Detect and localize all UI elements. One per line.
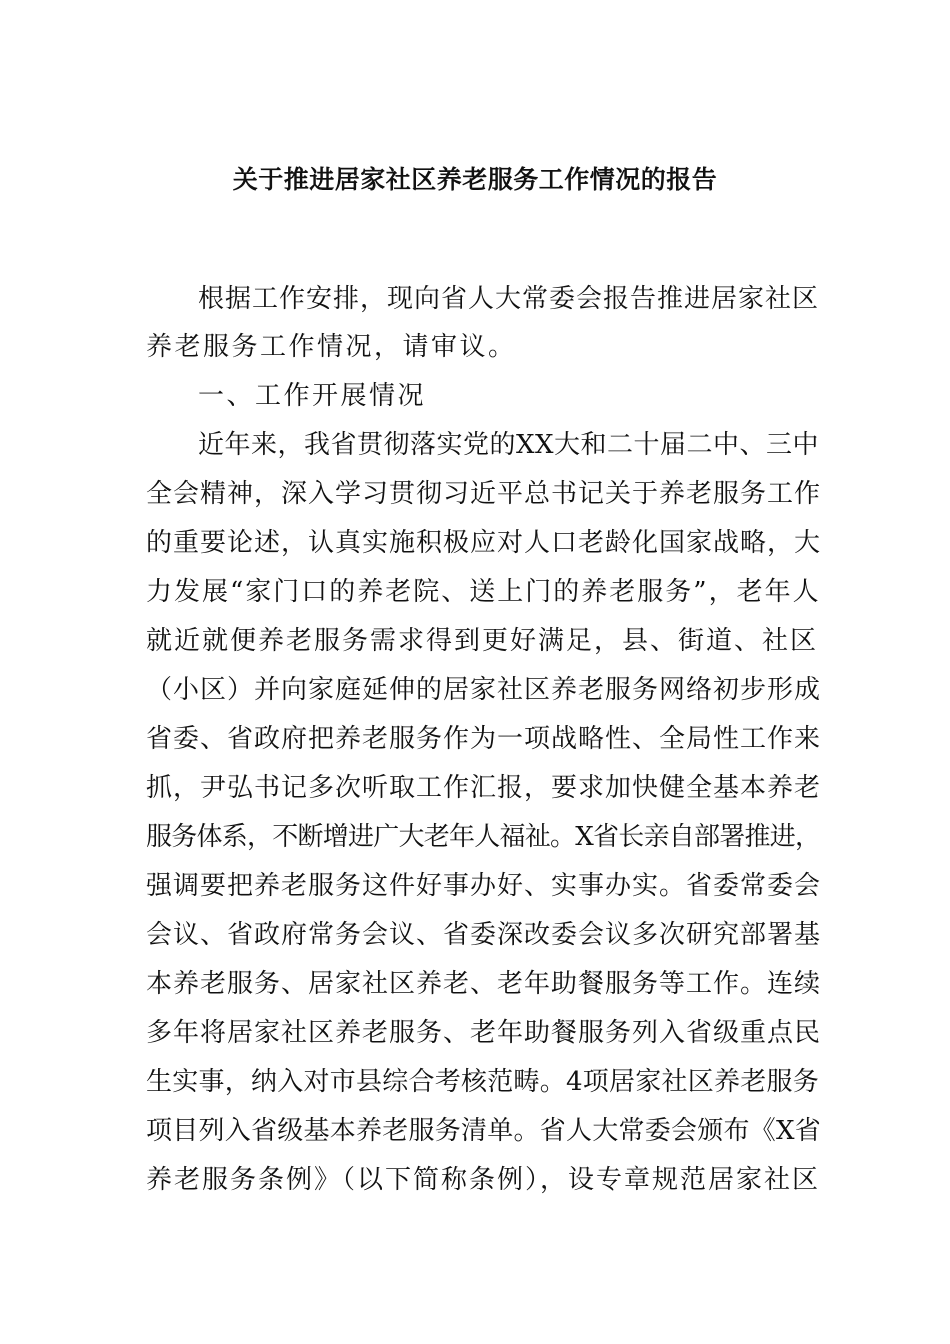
paragraph-line: 服务体系，不断增进广大老年人福祉。X省长亲自部署推进， [146,822,821,852]
paragraph-line: 项目列入省级基本养老服务清单。省人大常委会颁布《X省 [146,1116,822,1146]
paragraph-line: 会议、省政府常务会议、省委深改委会议多次研究部署基 [146,920,822,950]
paragraph-line: 养老服务条例》（以下简称条例），设专章规范居家社区 [146,1165,821,1195]
section-heading: 一、工作开展情况 [198,381,427,411]
paragraph-line: 就近就便养老服务需求得到更好满足，县、街道、社区 [146,626,819,656]
paragraph-line: 养老服务工作情况，请审议。 [146,332,517,362]
paragraph-line: 全会精神，深入学习贯彻习近平总书记关于养老服务工作 [146,479,822,509]
paragraph-line: 本养老服务、居家社区养老、老年助餐服务等工作。连续 [146,969,822,999]
paragraph-line: 强调要把养老服务这件好事办好、实事办实。省委常委会 [146,871,822,901]
paragraph-line: 力发展“家门口的养老院、送上门的养老服务”，老年人 [146,577,821,607]
paragraph-line: 近年来，我省贯彻落实党的XX大和二十届二中、三中 [198,430,820,460]
paragraph-line: 多年将居家社区养老服务、老年助餐服务列入省级重点民 [146,1018,822,1048]
document-title: 关于推进居家社区养老服务工作情况的报告 [232,165,718,194]
paragraph-line: 根据工作安排，现向省人大常委会报告推进居家社区 [198,284,820,314]
paragraph-line: 的重要论述，认真实施积极应对人口老龄化国家战略，大 [146,528,822,558]
paragraph-line: 抓，尹弘书记多次听取工作汇报，要求加快健全基本养老 [146,773,822,803]
paragraph-line: （小区）并向家庭延伸的居家社区养老服务网络初步形成 [146,675,822,705]
paragraph-line: 生实事，纳入对市县综合考核范畴。4项居家社区养老服务 [146,1067,820,1097]
paragraph-line: 省委、省政府把养老服务作为一项战略性、全局性工作来 [146,724,822,754]
